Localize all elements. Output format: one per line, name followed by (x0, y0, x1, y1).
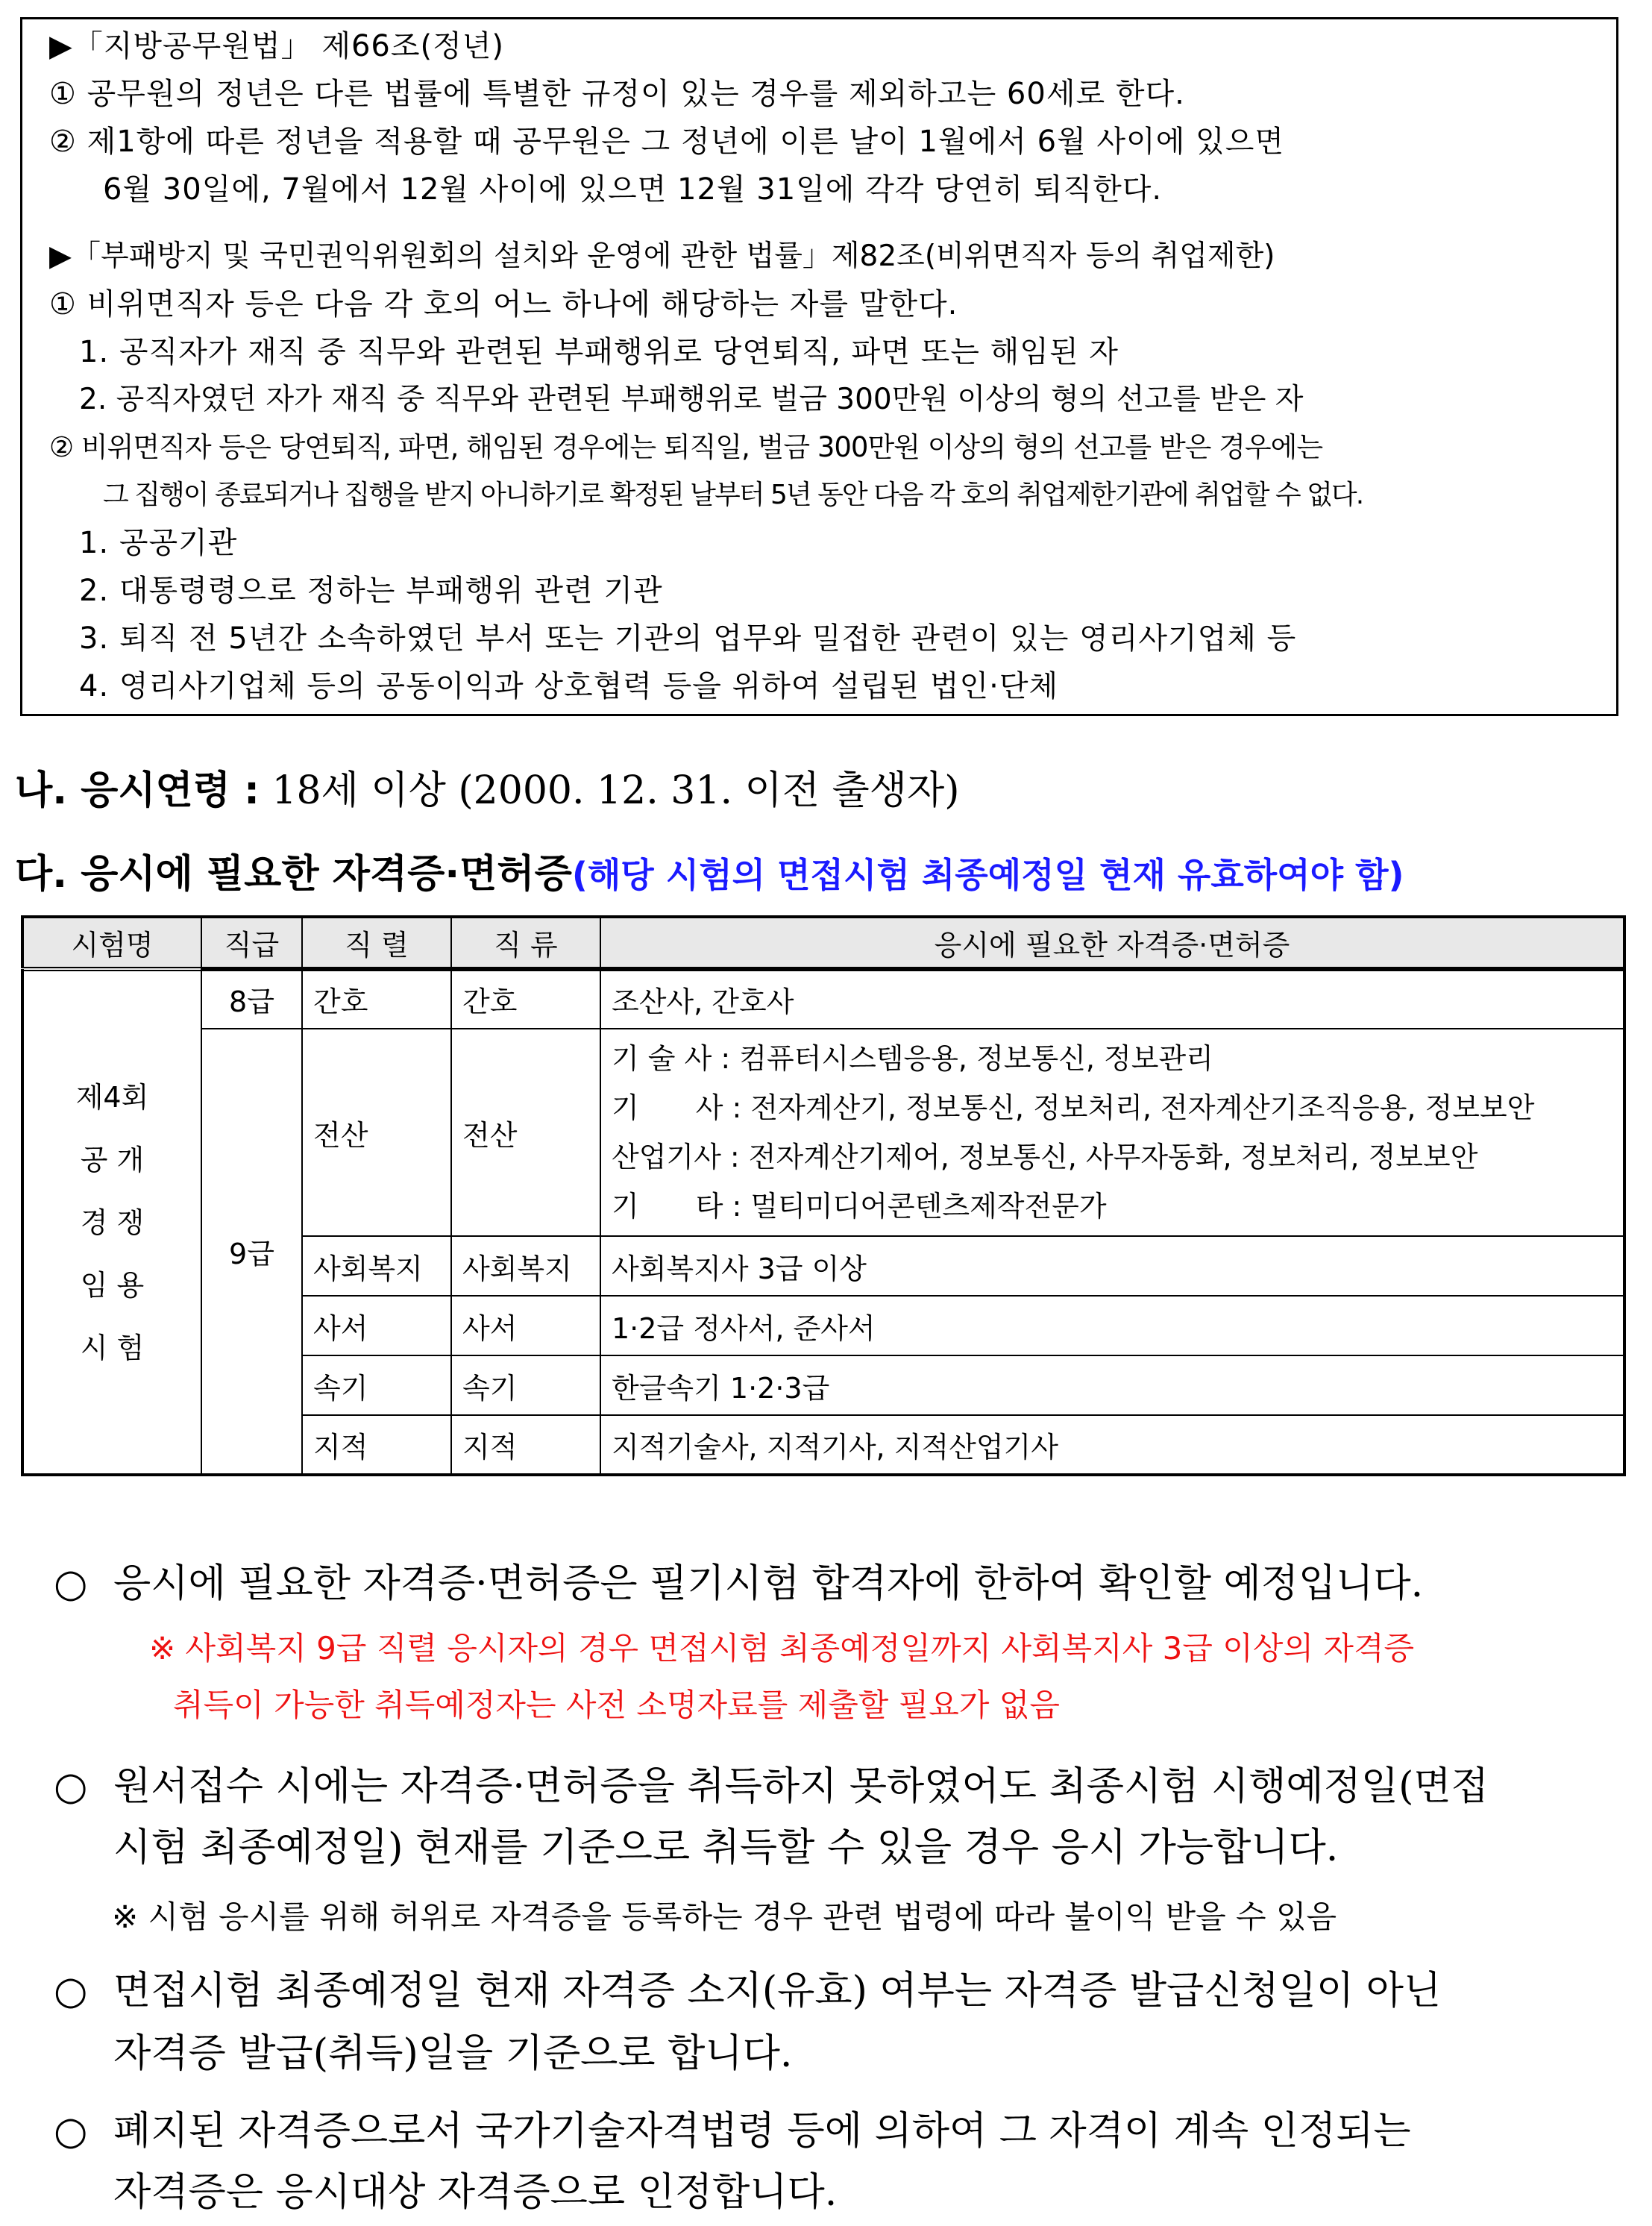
law2-item-2: 2. 공직자였던 자가 재직 중 직무와 관련된 부패행위로 벌금 300만원 이상의 형의 선고를 받은 자 (79, 383, 1304, 416)
bullet-2-text-a: 원서접수 시에는 자격증·면허증을 취득하지 못하였어도 최종시험 시행예정일(면접 (113, 1764, 1489, 1809)
certificate-table (21, 915, 1626, 1476)
certificate-label: 다. 응시에 필요한 자격증·면허증 (15, 852, 572, 897)
circle-bullet-icon: ○ (54, 2109, 88, 2154)
bullet-2-text-b: 시험 최종예정일) 현재를 기준으로 취득할 수 있을 경우 응시 가능합니다. (113, 1825, 1339, 1870)
series-cell: 사서 (302, 1296, 451, 1355)
law2-paragraph-2b: 그 집행이 종료되거나 집행을 받지 아니하기로 확정된 날부터 5년 동안 다음 각 호의 취업제한기관에 취업할 수 없다. (103, 480, 1363, 510)
exam-name-line: 공 개 (80, 1143, 145, 1176)
law1-paragraph-2b: 6월 30일에, 7월에서 12월 사이에 있으면 12월 31일에 각각 당연히 퇴직한다. (103, 172, 1163, 207)
law2-paragraph-2a: ② 비위면직자 등은 당연퇴직, 파면, 해임된 경우에는 퇴직일, 벌금 300만원 이상의 형의 선고를 받은 경우에는 (49, 431, 1323, 463)
certificate-cell: 1·2급 정사서, 준사서 (600, 1296, 1624, 1355)
red-note-line-2: 취득이 가능한 취득예정자는 사전 소명자료를 제출할 필요가 없음 (173, 1687, 1060, 1723)
exam-name-line: 임 용 (80, 1268, 145, 1302)
bullet-4 (54, 2101, 1411, 2162)
class-cell: 지적 (451, 1415, 600, 1475)
bullet-3-text-b: 자격증 발급(취득)일을 기준으로 합니다. (113, 2031, 793, 2076)
certificate-cell: 조산사, 간호사 (600, 969, 1624, 1029)
series-cell: 사회복지 (302, 1236, 451, 1296)
certificate-line: 기 술 사 : 컴퓨터시스템응용, 정보통신, 정보관리 (612, 1042, 1213, 1075)
exam-name-line: 시 험 (80, 1331, 145, 1364)
law2-paragraph-1: ① 비위면직자 등은 다음 각 호의 어느 하나에 해당하는 자를 말한다. (49, 287, 958, 322)
series-cell: 속기 (302, 1355, 451, 1415)
exam-name-line: 제4회 (75, 1080, 149, 1114)
bullet-3-text-a: 면접시험 최종예정일 현재 자격증 소지(유효) 여부는 자격증 발급신청일이 아닌 (113, 1969, 1442, 2013)
class-cell: 전산 (451, 1029, 600, 1236)
bullet-1-text: 응시에 필요한 자격증·면허증은 필기시험 합격자에 한하여 확인할 예정입니다. (113, 1561, 1424, 1606)
bullet-1 (54, 1553, 1423, 1614)
red-note-line-1: ※ 사회복지 9급 직렬 응시자의 경우 면접시험 최종예정일까지 사회복지사 3급 이상의 자격증 (149, 1630, 1415, 1667)
age-value: 18세 이상 (2000. 12. 31. 이전 출생자) (259, 768, 960, 813)
circle-bullet-icon: ○ (54, 1764, 88, 1809)
class-cell: 사서 (451, 1296, 600, 1355)
law2-item-1: 1. 공직자가 재직 중 직무와 관련된 부패행위로 당연퇴직, 파면 또는 해임된 자 (79, 335, 1119, 369)
series-cell: 지적 (302, 1415, 451, 1475)
note-2: ※ 시험 응시를 위해 허위로 자격증을 등록하는 경우 관련 법령에 따라 불이익 받을 수 있음 (112, 1899, 1337, 1935)
bullet-3 (54, 1960, 1441, 2022)
law2-institution-3: 3. 퇴직 전 5년간 소속하였던 부서 또는 기관의 업무와 밀접한 관련이 있는 영리사기업체 등 (79, 621, 1297, 656)
grade-cell: 8급 (201, 969, 302, 1029)
circle-bullet-icon: ○ (54, 1969, 88, 2013)
certificate-cell: 한글속기 1·2·3급 (600, 1355, 1624, 1415)
law2-title: ▶「부패방지 및 국민권익위원회의 설치와 운영에 관한 법률」제82조(비위면직자 등의 취업제한) (49, 239, 1275, 273)
law-reference-box (20, 17, 1618, 716)
bullet-4-text-b: 자격증은 응시대상 자격증으로 인정합니다. (113, 2170, 838, 2215)
law1-paragraph-1: ① 공무원의 정년은 다른 법률에 특별한 규정이 있는 경우를 제외하고는 60세로 한다. (49, 77, 1185, 111)
certificate-line: 기 타 : 멀티미디어콘텐츠제작전문가 (612, 1190, 1107, 1223)
table-row (22, 969, 1624, 1029)
grade-cell: 9급 (201, 1029, 302, 1475)
header-exam: 시험명 (22, 917, 201, 969)
age-requirement (15, 764, 960, 818)
exam-name-cell (22, 969, 201, 1475)
header-grade: 직급 (201, 917, 302, 969)
exam-name-line: 경 쟁 (80, 1206, 145, 1239)
certificate-cell (600, 1029, 1624, 1236)
certificate-cell: 사회복지사 3급 이상 (600, 1236, 1624, 1296)
law2-institution-4: 4. 영리사기업체 등의 공동이익과 상호협력 등을 위하여 설립된 법인·단체 (79, 669, 1059, 703)
law2-institution-2: 2. 대통령령으로 정하는 부패행위 관련 기관 (79, 574, 663, 608)
table-header-row (22, 917, 1624, 969)
certificate-heading (15, 847, 1404, 902)
bullet-2 (54, 1756, 1489, 1817)
class-cell: 간호 (451, 969, 600, 1029)
series-cell: 간호 (302, 969, 451, 1029)
table-row (22, 1029, 1624, 1236)
law1-paragraph-2a: ② 제1항에 따른 정년을 적용할 때 공무원은 그 정년에 이른 날이 1월에서 6월 사이에 있으면 (49, 125, 1284, 159)
series-cell: 전산 (302, 1029, 451, 1236)
bullet-4-text-a: 폐지된 자격증으로서 국가기술자격법령 등에 의하여 그 자격이 계속 인정되는 (113, 2109, 1411, 2154)
certificate-cell: 지적기술사, 지적기사, 지적산업기사 (600, 1415, 1624, 1475)
age-label: 나. 응시연령 : (15, 768, 260, 813)
circle-bullet-icon: ○ (54, 1561, 88, 1606)
header-series: 직 렬 (302, 917, 451, 969)
law2-institution-1: 1. 공공기관 (79, 526, 238, 560)
law1-title: ▶「지방공무원법」 제66조(정년) (49, 29, 504, 63)
certificate-line: 산업기사 : 전자계산기제어, 정보통신, 사무자동화, 정보처리, 정보보안 (612, 1141, 1478, 1173)
certificate-line: 기 사 : 전자계산기, 정보통신, 정보처리, 전자계산기조직응용, 정보보안 (612, 1091, 1535, 1124)
header-class: 직 류 (451, 917, 600, 969)
class-cell: 속기 (451, 1355, 600, 1415)
certificate-note: (해당 시험의 면접시험 최종예정일 현재 유효하여야 함) (571, 855, 1404, 895)
class-cell: 사회복지 (451, 1236, 600, 1296)
header-certificate: 응시에 필요한 자격증·면허증 (600, 917, 1624, 969)
